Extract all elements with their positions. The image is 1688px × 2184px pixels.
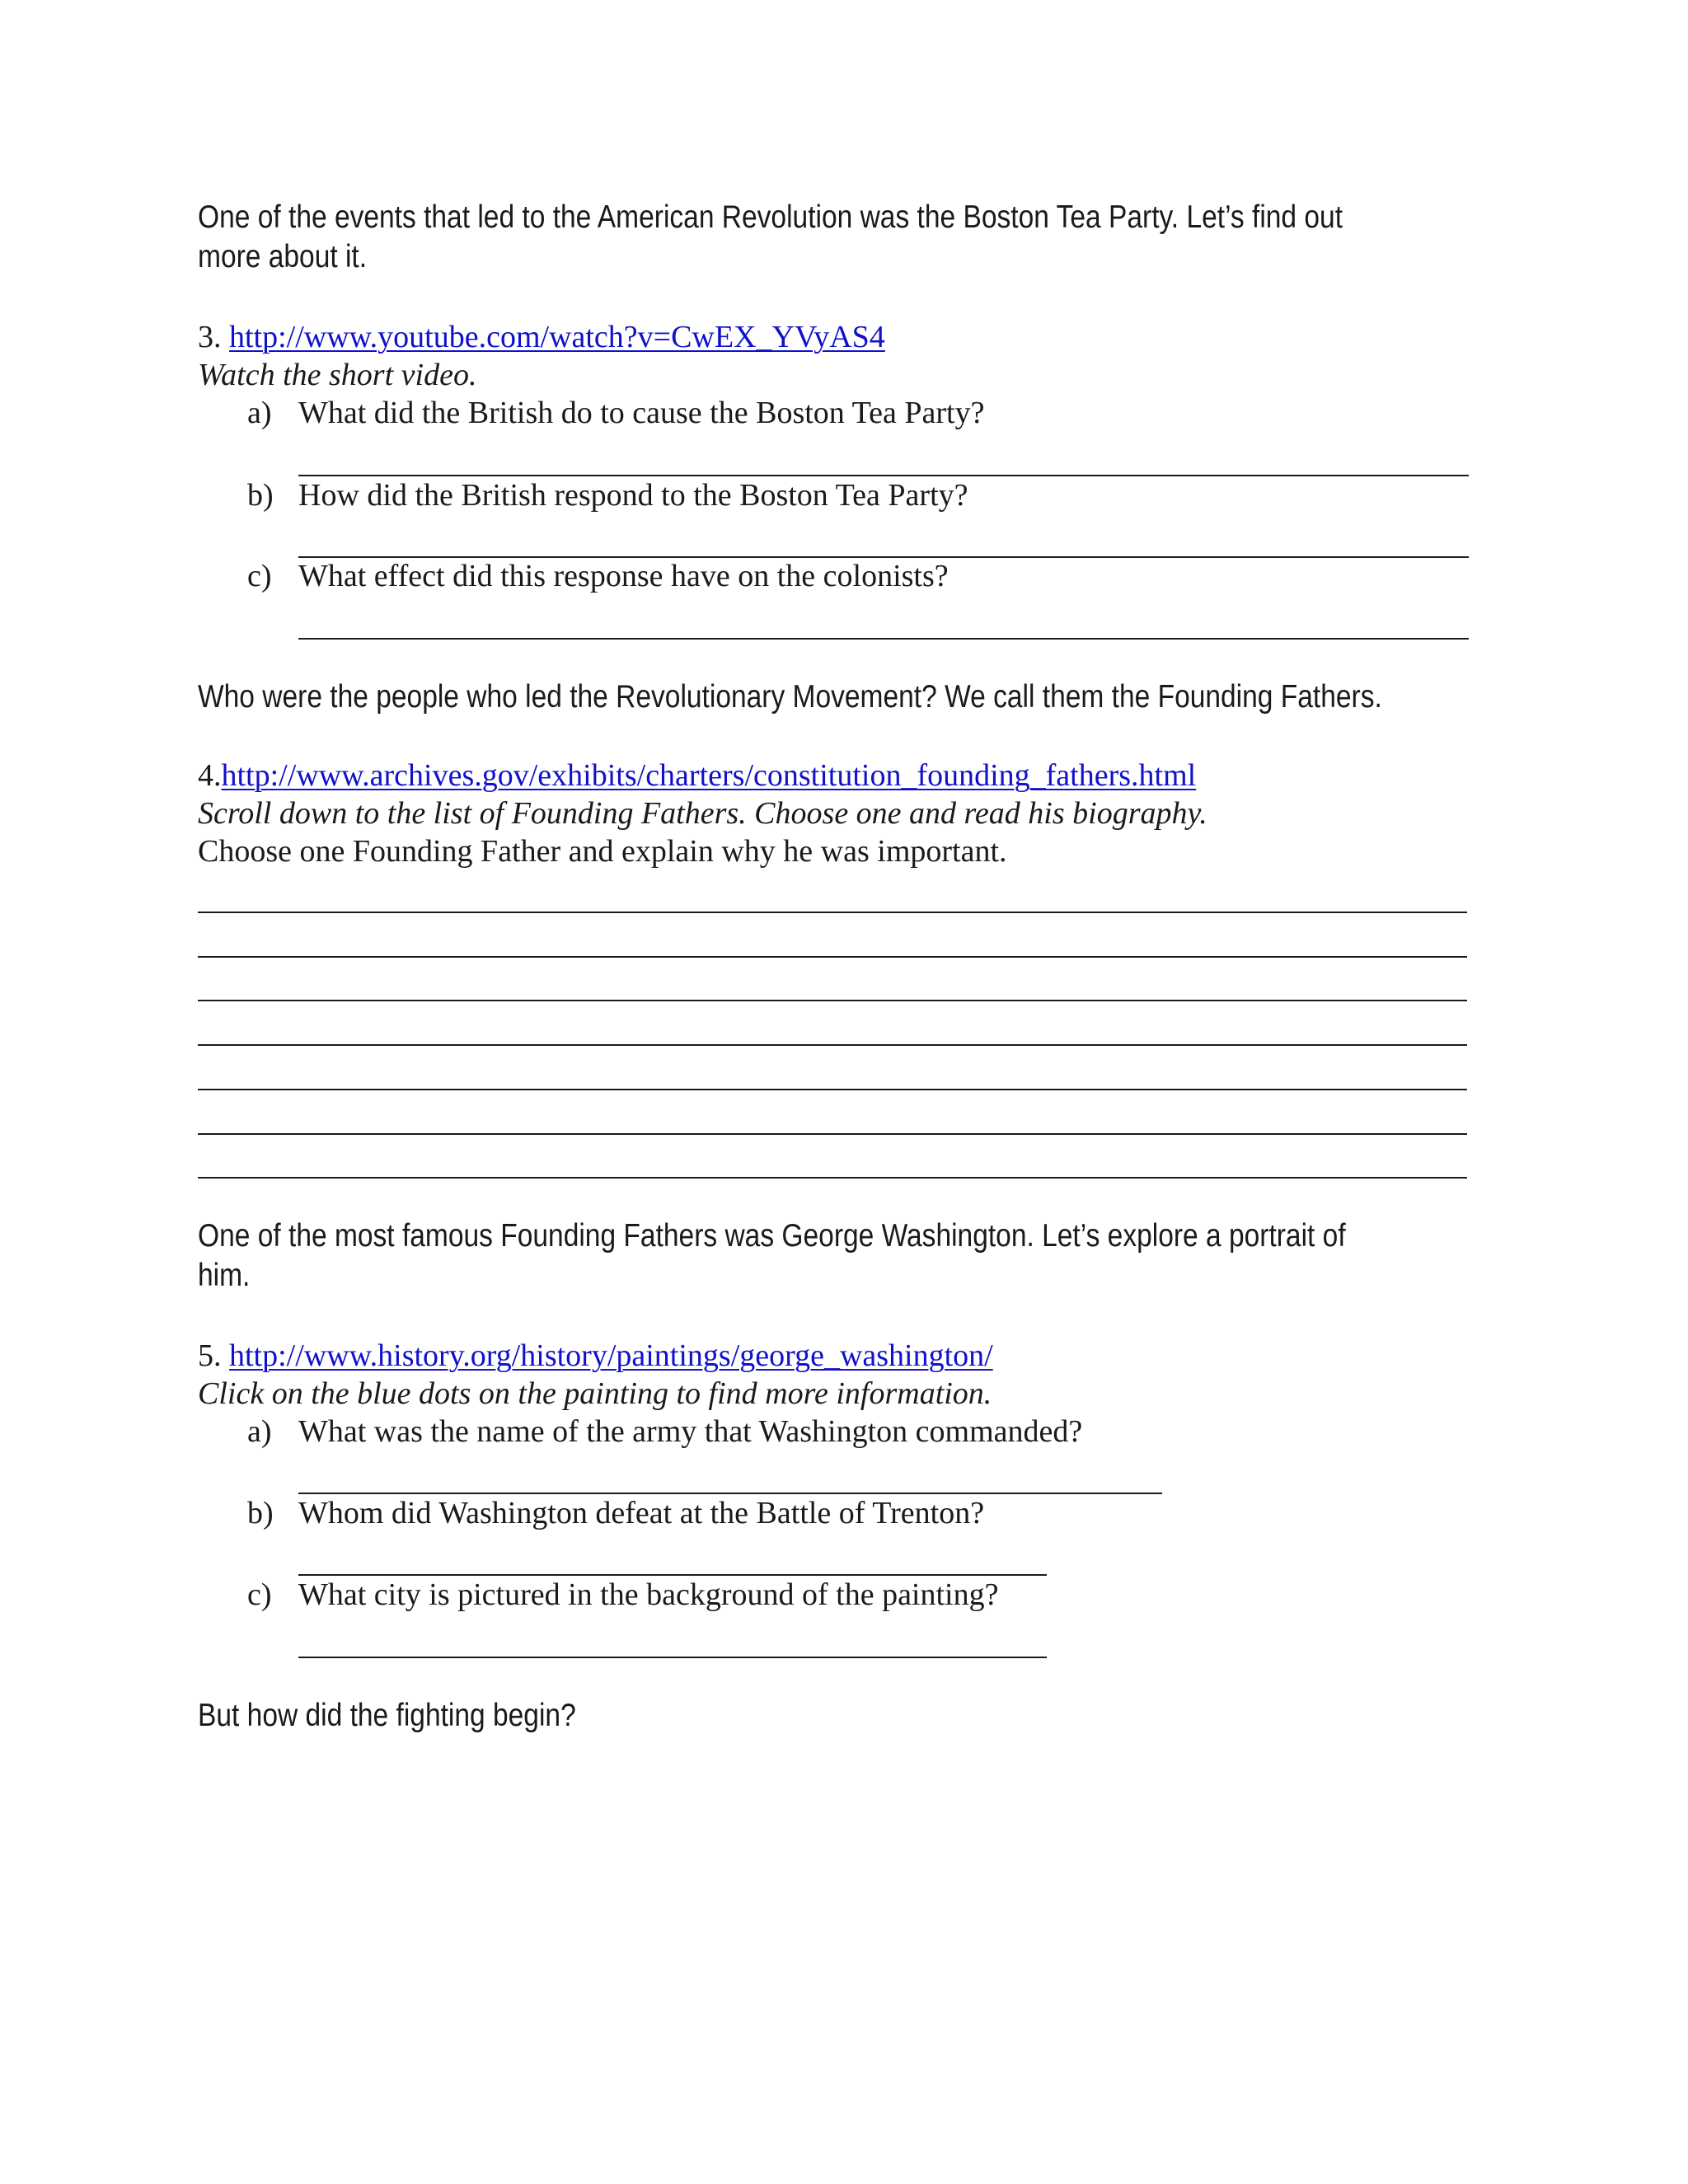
section5-question-a: What was the name of the army that Washington commanded?	[298, 1414, 1083, 1449]
section4-instruction: Scroll down to the list of Founding Fathers. Choose one and read his biography.	[198, 796, 1207, 831]
section5-question-a-letter: a)	[247, 1414, 272, 1449]
section4-answer-line[interactable]	[198, 1177, 1467, 1179]
section3-answer-line-c[interactable]	[298, 638, 1469, 640]
section3-intro-line2: more about it.	[198, 239, 368, 274]
section4-answer-line[interactable]	[198, 1000, 1467, 1001]
section4-answer-line[interactable]	[198, 1044, 1467, 1046]
section3-intro-line1: One of the events that led to the American Revolution was the Boston Tea Party. Let’s find out	[198, 199, 1343, 235]
section5-answer-line-c[interactable]	[298, 1657, 1047, 1658]
section3-instruction: Watch the short video.	[198, 358, 477, 392]
section3-question-c: What effect did this response have on the colonists?	[298, 559, 949, 593]
section5-intro-line2: him.	[198, 1258, 251, 1293]
section4-link-line	[198, 757, 1196, 794]
section5-history-link[interactable]: http://www.history.org/history/paintings/george_washington/	[229, 1338, 993, 1373]
section5-question-b: Whom did Washington defeat at the Battle of Trenton?	[298, 1496, 985, 1530]
section3-question-a-letter: a)	[247, 396, 272, 430]
section3-question-a: What did the British do to cause the Boston Tea Party?	[298, 396, 985, 430]
section4-intro: Who were the people who led the Revolutionary Movement? We call them the Founding Fathers.	[198, 679, 1382, 715]
section5-question-b-letter: b)	[247, 1496, 274, 1530]
section5-intro-line1: One of the most famous Founding Fathers was George Washington. Let’s explore a portrait of	[198, 1218, 1346, 1254]
section4-prompt: Choose one Founding Father and explain why he was important.	[198, 834, 1007, 869]
section5-link-line	[198, 1337, 993, 1375]
section4-answer-line[interactable]	[198, 912, 1467, 913]
section5-number: 5.	[198, 1338, 229, 1373]
section5-question-c: What city is pictured in the background of the painting?	[298, 1577, 999, 1612]
section5-question-c-letter: c)	[247, 1577, 272, 1612]
section3-question-b: How did the British respond to the Boston Tea Party?	[298, 478, 968, 513]
section3-question-b-letter: b)	[247, 478, 274, 513]
section3-youtube-link[interactable]: http://www.youtube.com/watch?v=CwEX_YVyAS4	[229, 320, 885, 354]
section4-answer-line[interactable]	[198, 1133, 1467, 1135]
section3-link-line	[198, 318, 885, 356]
section3-question-c-letter: c)	[247, 559, 272, 593]
section5-instruction: Click on the blue dots on the painting to find more information.	[198, 1376, 992, 1411]
section4-archives-link[interactable]: http://www.archives.gov/exhibits/charters/constitution_founding_fathers.html	[221, 758, 1197, 793]
closing-question: But how did the fighting begin?	[198, 1698, 576, 1733]
section4-answer-line[interactable]	[198, 1089, 1467, 1090]
section4-number: 4.	[198, 758, 222, 793]
section3-number: 3.	[198, 320, 229, 354]
section4-answer-line[interactable]	[198, 956, 1467, 958]
